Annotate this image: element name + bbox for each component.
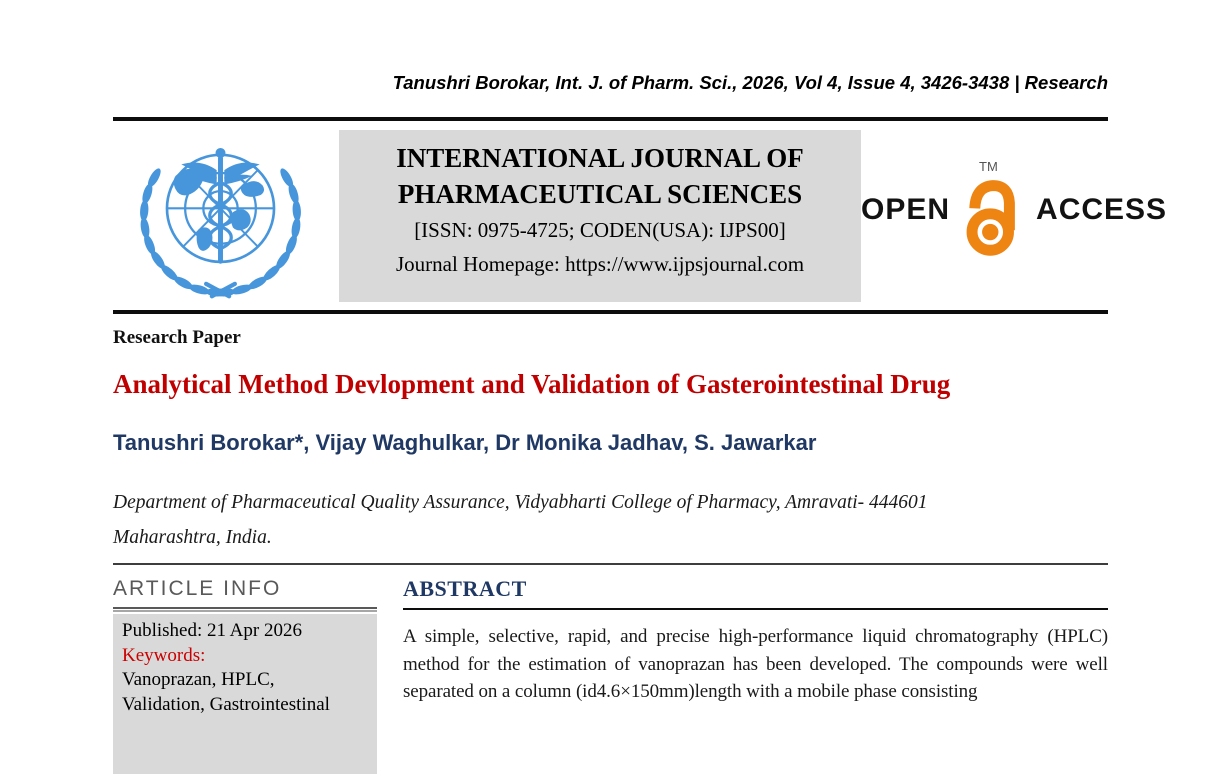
- keywords-line2: Validation, Gastrointestinal: [122, 693, 330, 715]
- abstract-text: A simple, selective, rapid, and precise high-performance liquid chromatography (HPLC) method for the estimation of vanoprazan has been developed. The compounds were well separated on a column (id4.6×150mm)length with a mobile phase consisting: [403, 626, 1108, 702]
- journal-homepage-link[interactable]: Journal Homepage: https://www.ijpsjournal.com: [395, 252, 805, 276]
- journal-title-box: [339, 130, 861, 302]
- article-info-underline: [113, 607, 377, 609]
- journal-title-line1: INTERNATIONAL JOURNAL OF: [396, 143, 804, 173]
- authors-line: Tanushri Borokar*, Vijay Waghulkar, Dr Monika Jadhav, S. Jawarkar: [113, 430, 817, 455]
- masthead-bottom-rule: [113, 310, 1108, 314]
- open-access-lock-icon: [952, 165, 1034, 259]
- article-info-heading: ARTICLE INFO: [113, 577, 282, 600]
- article-info-column: [113, 573, 377, 774]
- affiliation: [113, 485, 1108, 555]
- column-gap: [377, 573, 403, 774]
- article-type-label: Research Paper: [113, 327, 241, 348]
- trademark-label: TM: [979, 159, 998, 174]
- info-abstract-columns: [113, 573, 1108, 774]
- article-info-underline-light: [113, 610, 377, 612]
- running-head-citation: Tanushri Borokar, Int. J. of Pharm. Sci., 2026, Vol 4, Issue 4, 3426-3438 | Research: [392, 72, 1108, 93]
- open-access-open-label: OPEN: [861, 193, 951, 226]
- open-access-badge: [861, 130, 1169, 302]
- keywords-line1: Vanoprazan, HPLC,: [122, 669, 275, 690]
- keywords-label: Keywords:: [122, 644, 206, 666]
- article-info-box: [113, 614, 377, 774]
- open-access-access-label: ACCESS: [1036, 193, 1168, 226]
- paper-title: Analytical Method Devlopment and Validation of Gasterointestinal Drug: [113, 369, 951, 399]
- journal-issn: [ISSN: 0975-4725; CODEN(USA): IJPS00]: [414, 218, 786, 242]
- abstract-column: [403, 573, 1108, 774]
- section-divider-rule: [113, 563, 1108, 565]
- journal-logo: [118, 130, 323, 302]
- journal-masthead: [118, 130, 1168, 302]
- who-caduceus-globe-icon: [118, 130, 323, 302]
- abstract-heading: ABSTRACT: [403, 576, 527, 601]
- published-date: Published: 21 Apr 2026: [122, 620, 302, 641]
- affiliation-line2: Maharashtra, India.: [113, 527, 272, 548]
- affiliation-line1: Department of Pharmaceutical Quality Assurance, Vidyabharti College of Pharmacy, Amravati- 444601: [113, 492, 928, 513]
- top-divider-rule: [113, 117, 1108, 121]
- abstract-underline: [403, 608, 1108, 610]
- journal-title-line2: PHARMACEUTICAL SCIENCES: [397, 179, 803, 209]
